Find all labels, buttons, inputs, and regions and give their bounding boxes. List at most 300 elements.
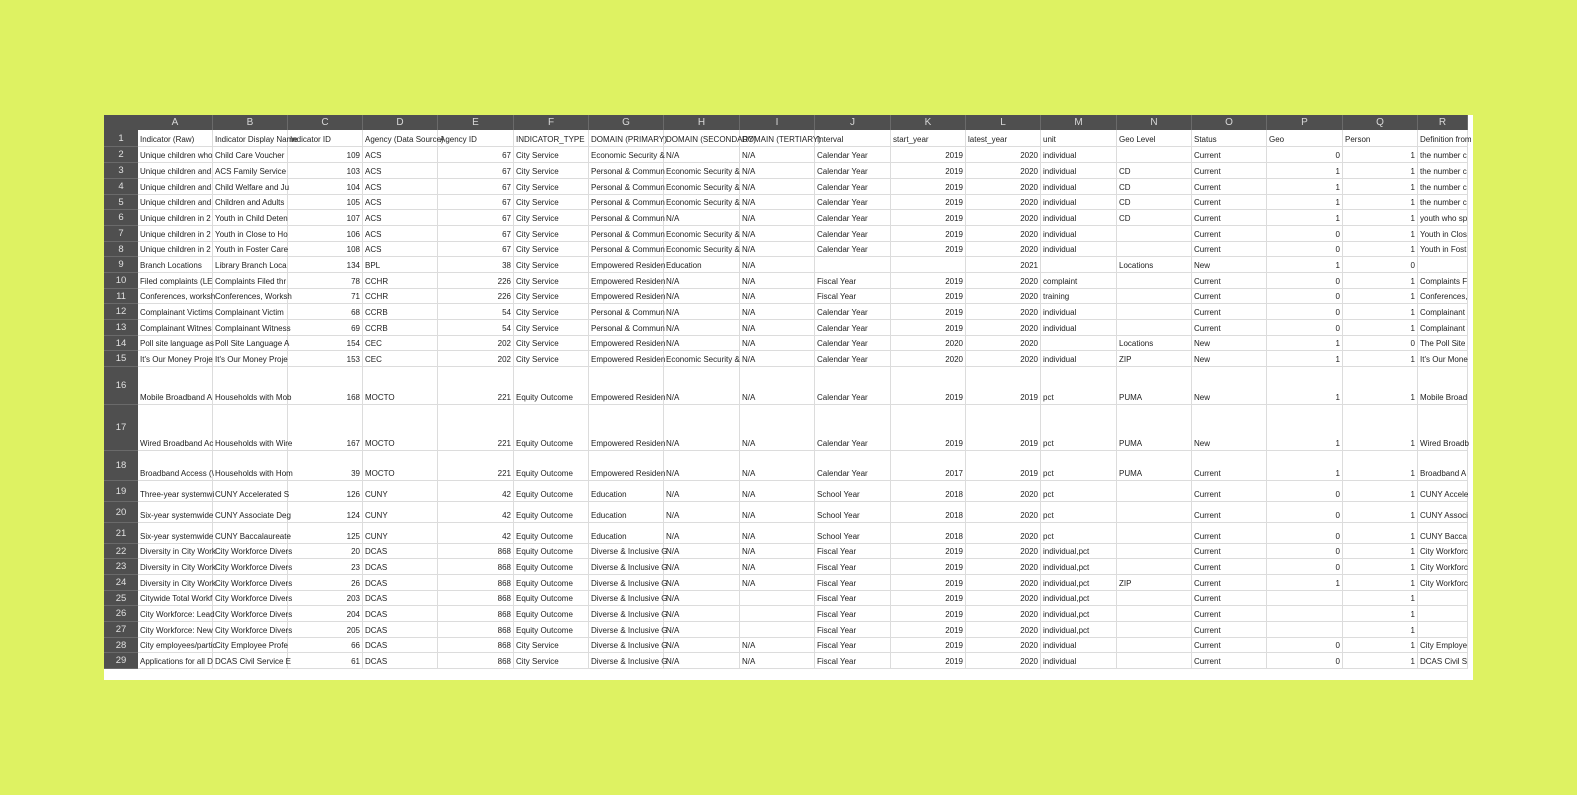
cell-d23[interactable]: DCAS [363, 559, 438, 575]
cell-l10[interactable]: 2020 [966, 273, 1041, 289]
row-header-17[interactable]: 17 [104, 405, 138, 451]
cell-i26[interactable] [740, 606, 815, 622]
cell-o29[interactable]: Current [1192, 653, 1267, 669]
cell-f24[interactable]: Equity Outcome [514, 575, 589, 591]
cell-j4[interactable]: Calendar Year [815, 179, 891, 195]
cell-q19[interactable]: 1 [1343, 481, 1418, 502]
cell-o6[interactable]: Current [1192, 210, 1267, 226]
cell-n14[interactable]: Locations [1117, 336, 1192, 351]
cell-i23[interactable]: N/A [740, 559, 815, 575]
cell-o11[interactable]: Current [1192, 289, 1267, 304]
cell-o8[interactable]: Current [1192, 242, 1267, 257]
cell-h25[interactable]: N/A [664, 591, 740, 606]
cell-f29[interactable]: City Service [514, 653, 589, 669]
cell-d2[interactable]: ACS [363, 147, 438, 163]
cell-e20[interactable]: 42 [438, 502, 514, 523]
cell-o18[interactable]: Current [1192, 451, 1267, 481]
column-header-d[interactable]: D [363, 115, 438, 130]
cell-q10[interactable]: 1 [1343, 273, 1418, 289]
cell-e17[interactable]: 221 [438, 405, 514, 451]
cell-n16[interactable]: PUMA [1117, 367, 1192, 405]
cell-b17[interactable]: Households with Wire [213, 405, 288, 451]
cell-m5[interactable]: individual [1041, 195, 1117, 210]
cell-r28[interactable]: City Employe [1418, 638, 1468, 653]
cell-i5[interactable]: N/A [740, 195, 815, 210]
cell-a13[interactable]: Complainant Witnes [138, 320, 213, 336]
cell-m27[interactable]: individual,pct [1041, 622, 1117, 638]
row-header-14[interactable]: 14 [104, 336, 138, 351]
cell-e27[interactable]: 868 [438, 622, 514, 638]
cell-f20[interactable]: Equity Outcome [514, 502, 589, 523]
cell-h6[interactable]: N/A [664, 210, 740, 226]
cell-a5[interactable]: Unique children and [138, 195, 213, 210]
cell-f21[interactable]: Equity Outcome [514, 523, 589, 544]
cell-m11[interactable]: training [1041, 289, 1117, 304]
cell-f2[interactable]: City Service [514, 147, 589, 163]
cell-q14[interactable]: 0 [1343, 336, 1418, 351]
cell-l28[interactable]: 2020 [966, 638, 1041, 653]
cell-n18[interactable]: PUMA [1117, 451, 1192, 481]
cell-g20[interactable]: Education [589, 502, 664, 523]
cell-c8[interactable]: 108 [288, 242, 363, 257]
cell-r7[interactable]: Youth in Clos [1418, 226, 1468, 242]
cell-r4[interactable]: the number c [1418, 179, 1468, 195]
cell-a10[interactable]: Filed complaints (LE [138, 273, 213, 289]
cell-c18[interactable]: 39 [288, 451, 363, 481]
row-header-5[interactable]: 5 [104, 195, 138, 210]
cell-n8[interactable] [1117, 242, 1192, 257]
cell-b22[interactable]: City Workforce Divers [213, 544, 288, 559]
cell-r21[interactable]: CUNY Bacca [1418, 523, 1468, 544]
cell-i13[interactable]: N/A [740, 320, 815, 336]
cell-e8[interactable]: 67 [438, 242, 514, 257]
row-header-20[interactable]: 20 [104, 502, 138, 523]
row-header-21[interactable]: 21 [104, 523, 138, 544]
cell-g21[interactable]: Education [589, 523, 664, 544]
cell-a14[interactable]: Poll site language as [138, 336, 213, 351]
cell-c10[interactable]: 78 [288, 273, 363, 289]
cell-e23[interactable]: 868 [438, 559, 514, 575]
cell-b19[interactable]: CUNY Accelerated S [213, 481, 288, 502]
cell-g24[interactable]: Diverse & Inclusive G [589, 575, 664, 591]
cell-i24[interactable]: N/A [740, 575, 815, 591]
column-header-m[interactable]: M [1041, 115, 1117, 130]
row-header-27[interactable]: 27 [104, 622, 138, 638]
cell-g18[interactable]: Empowered Residen [589, 451, 664, 481]
cell-o14[interactable]: New [1192, 336, 1267, 351]
cell-d20[interactable]: CUNY [363, 502, 438, 523]
cell-h1[interactable]: DOMAIN (SECONDARY) [664, 130, 740, 147]
cell-e9[interactable]: 38 [438, 257, 514, 273]
cell-c9[interactable]: 134 [288, 257, 363, 273]
cell-q22[interactable]: 1 [1343, 544, 1418, 559]
cell-g7[interactable]: Personal & Commun [589, 226, 664, 242]
cell-k4[interactable]: 2019 [891, 179, 966, 195]
cell-o26[interactable]: Current [1192, 606, 1267, 622]
cell-o2[interactable]: Current [1192, 147, 1267, 163]
cell-e25[interactable]: 868 [438, 591, 514, 606]
cell-j24[interactable]: Fiscal Year [815, 575, 891, 591]
cell-q7[interactable]: 1 [1343, 226, 1418, 242]
row-header-11[interactable]: 11 [104, 289, 138, 304]
cell-c21[interactable]: 125 [288, 523, 363, 544]
cell-c20[interactable]: 124 [288, 502, 363, 523]
cell-n12[interactable] [1117, 304, 1192, 320]
cell-o1[interactable]: Status [1192, 130, 1267, 147]
cell-p14[interactable]: 1 [1267, 336, 1343, 351]
cell-h4[interactable]: Economic Security & [664, 179, 740, 195]
row-header-15[interactable]: 15 [104, 351, 138, 367]
cell-j15[interactable]: Calendar Year [815, 351, 891, 367]
cell-o4[interactable]: Current [1192, 179, 1267, 195]
column-header-r[interactable]: R [1418, 115, 1468, 130]
cell-b15[interactable]: It's Our Money Proje [213, 351, 288, 367]
cell-i14[interactable]: N/A [740, 336, 815, 351]
cell-f4[interactable]: City Service [514, 179, 589, 195]
cell-a3[interactable]: Unique children and [138, 163, 213, 179]
cell-k17[interactable]: 2019 [891, 405, 966, 451]
cell-p6[interactable]: 1 [1267, 210, 1343, 226]
cell-c19[interactable]: 126 [288, 481, 363, 502]
cell-j25[interactable]: Fiscal Year [815, 591, 891, 606]
cell-n25[interactable] [1117, 591, 1192, 606]
cell-b1[interactable]: Indicator Display Name [213, 130, 288, 147]
cell-r17[interactable]: Wired Broadb [1418, 405, 1468, 451]
cell-g10[interactable]: Empowered Residen [589, 273, 664, 289]
cell-l14[interactable]: 2020 [966, 336, 1041, 351]
cell-e22[interactable]: 868 [438, 544, 514, 559]
cell-f6[interactable]: City Service [514, 210, 589, 226]
cell-l25[interactable]: 2020 [966, 591, 1041, 606]
cell-j5[interactable]: Calendar Year [815, 195, 891, 210]
cell-r5[interactable]: the number c [1418, 195, 1468, 210]
row-header-26[interactable]: 26 [104, 606, 138, 622]
cell-a27[interactable]: City Workforce: New [138, 622, 213, 638]
cell-e11[interactable]: 226 [438, 289, 514, 304]
cell-i18[interactable]: N/A [740, 451, 815, 481]
row-header-22[interactable]: 22 [104, 544, 138, 559]
cell-f22[interactable]: Equity Outcome [514, 544, 589, 559]
cell-n4[interactable]: CD [1117, 179, 1192, 195]
cell-l2[interactable]: 2020 [966, 147, 1041, 163]
cell-k7[interactable]: 2019 [891, 226, 966, 242]
cell-c29[interactable]: 61 [288, 653, 363, 669]
cell-e3[interactable]: 67 [438, 163, 514, 179]
cell-d28[interactable]: DCAS [363, 638, 438, 653]
cell-d6[interactable]: ACS [363, 210, 438, 226]
cell-r3[interactable]: the number c [1418, 163, 1468, 179]
cell-b20[interactable]: CUNY Associate Deg [213, 502, 288, 523]
cell-b9[interactable]: Library Branch Loca [213, 257, 288, 273]
cell-r14[interactable]: The Poll Site [1418, 336, 1468, 351]
cell-c15[interactable]: 153 [288, 351, 363, 367]
cell-f17[interactable]: Equity Outcome [514, 405, 589, 451]
cell-q29[interactable]: 1 [1343, 653, 1418, 669]
cell-r18[interactable]: Broadband A [1418, 451, 1468, 481]
cell-j8[interactable]: Calendar Year [815, 242, 891, 257]
cell-h3[interactable]: Economic Security & [664, 163, 740, 179]
cell-p21[interactable]: 0 [1267, 523, 1343, 544]
cell-l22[interactable]: 2020 [966, 544, 1041, 559]
cell-r26[interactable] [1418, 606, 1468, 622]
cell-r1[interactable]: Definition from [1418, 130, 1468, 147]
cell-j19[interactable]: School Year [815, 481, 891, 502]
cell-c23[interactable]: 23 [288, 559, 363, 575]
cell-l6[interactable]: 2020 [966, 210, 1041, 226]
cell-r12[interactable]: Complainant [1418, 304, 1468, 320]
cell-e26[interactable]: 868 [438, 606, 514, 622]
cell-d25[interactable]: DCAS [363, 591, 438, 606]
cell-n1[interactable]: Geo Level [1117, 130, 1192, 147]
cell-h27[interactable]: N/A [664, 622, 740, 638]
cell-j9[interactable] [815, 257, 891, 273]
row-header-9[interactable]: 9 [104, 257, 138, 273]
cell-h12[interactable]: N/A [664, 304, 740, 320]
cell-p4[interactable]: 1 [1267, 179, 1343, 195]
cell-l8[interactable]: 2020 [966, 242, 1041, 257]
cell-l1[interactable]: latest_year [966, 130, 1041, 147]
cell-g27[interactable]: Diverse & Inclusive G [589, 622, 664, 638]
cell-a6[interactable]: Unique children in 2 [138, 210, 213, 226]
cell-i1[interactable]: DOMAIN (TERTIARY) [740, 130, 815, 147]
cell-c5[interactable]: 105 [288, 195, 363, 210]
cell-d15[interactable]: CEC [363, 351, 438, 367]
cell-h21[interactable]: N/A [664, 523, 740, 544]
cell-l9[interactable]: 2021 [966, 257, 1041, 273]
cell-r27[interactable] [1418, 622, 1468, 638]
cell-l16[interactable]: 2019 [966, 367, 1041, 405]
cell-f28[interactable]: City Service [514, 638, 589, 653]
cell-f10[interactable]: City Service [514, 273, 589, 289]
cell-d14[interactable]: CEC [363, 336, 438, 351]
row-header-23[interactable]: 23 [104, 559, 138, 575]
cell-f12[interactable]: City Service [514, 304, 589, 320]
cell-q20[interactable]: 1 [1343, 502, 1418, 523]
cell-k9[interactable] [891, 257, 966, 273]
cell-q13[interactable]: 1 [1343, 320, 1418, 336]
cell-j26[interactable]: Fiscal Year [815, 606, 891, 622]
cell-e10[interactable]: 226 [438, 273, 514, 289]
cell-n28[interactable] [1117, 638, 1192, 653]
cell-g26[interactable]: Diverse & Inclusive G [589, 606, 664, 622]
cell-k24[interactable]: 2019 [891, 575, 966, 591]
cell-r9[interactable] [1418, 257, 1468, 273]
cell-q26[interactable]: 1 [1343, 606, 1418, 622]
cell-i22[interactable]: N/A [740, 544, 815, 559]
column-header-g[interactable]: G [589, 115, 664, 130]
column-header-q[interactable]: Q [1343, 115, 1418, 130]
cell-o19[interactable]: Current [1192, 481, 1267, 502]
cell-i2[interactable]: N/A [740, 147, 815, 163]
cell-f25[interactable]: Equity Outcome [514, 591, 589, 606]
cell-g9[interactable]: Empowered Residen [589, 257, 664, 273]
cell-f16[interactable]: Equity Outcome [514, 367, 589, 405]
cell-p15[interactable]: 1 [1267, 351, 1343, 367]
cell-e24[interactable]: 868 [438, 575, 514, 591]
row-header-4[interactable]: 4 [104, 179, 138, 195]
cell-l19[interactable]: 2020 [966, 481, 1041, 502]
cell-m3[interactable]: individual [1041, 163, 1117, 179]
cell-f26[interactable]: Equity Outcome [514, 606, 589, 622]
cell-m14[interactable] [1041, 336, 1117, 351]
cell-j28[interactable]: Fiscal Year [815, 638, 891, 653]
cell-q2[interactable]: 1 [1343, 147, 1418, 163]
cell-p1[interactable]: Geo [1267, 130, 1343, 147]
cell-q9[interactable]: 0 [1343, 257, 1418, 273]
cell-b28[interactable]: City Employee Profe [213, 638, 288, 653]
cell-q21[interactable]: 1 [1343, 523, 1418, 544]
cell-g22[interactable]: Diverse & Inclusive G [589, 544, 664, 559]
cell-i12[interactable]: N/A [740, 304, 815, 320]
cell-d24[interactable]: DCAS [363, 575, 438, 591]
cell-i28[interactable]: N/A [740, 638, 815, 653]
cell-n17[interactable]: PUMA [1117, 405, 1192, 451]
cell-i4[interactable]: N/A [740, 179, 815, 195]
cell-d13[interactable]: CCRB [363, 320, 438, 336]
row-header-3[interactable]: 3 [104, 163, 138, 179]
cell-g12[interactable]: Personal & Commun [589, 304, 664, 320]
row-header-7[interactable]: 7 [104, 226, 138, 242]
cell-l7[interactable]: 2020 [966, 226, 1041, 242]
column-header-f[interactable]: F [514, 115, 589, 130]
cell-b14[interactable]: Poll Site Language A [213, 336, 288, 351]
cell-m12[interactable]: individual [1041, 304, 1117, 320]
cell-f14[interactable]: City Service [514, 336, 589, 351]
cell-a9[interactable]: Branch Locations [138, 257, 213, 273]
cell-c24[interactable]: 26 [288, 575, 363, 591]
cell-n6[interactable]: CD [1117, 210, 1192, 226]
cell-f19[interactable]: Equity Outcome [514, 481, 589, 502]
cell-p27[interactable] [1267, 622, 1343, 638]
cell-g6[interactable]: Personal & Commun [589, 210, 664, 226]
cell-n29[interactable] [1117, 653, 1192, 669]
cell-b13[interactable]: Complainant Witness [213, 320, 288, 336]
cell-l5[interactable]: 2020 [966, 195, 1041, 210]
cell-p3[interactable]: 1 [1267, 163, 1343, 179]
cell-k8[interactable]: 2019 [891, 242, 966, 257]
cell-e29[interactable]: 868 [438, 653, 514, 669]
cell-b26[interactable]: City Workforce Divers [213, 606, 288, 622]
cell-p25[interactable] [1267, 591, 1343, 606]
cell-b11[interactable]: Conferences, Worksh [213, 289, 288, 304]
cell-r11[interactable]: Conferences, [1418, 289, 1468, 304]
cell-r2[interactable]: the number c [1418, 147, 1468, 163]
cell-c2[interactable]: 109 [288, 147, 363, 163]
cell-j7[interactable]: Calendar Year [815, 226, 891, 242]
cell-m21[interactable]: pct [1041, 523, 1117, 544]
cell-g17[interactable]: Empowered Residen [589, 405, 664, 451]
column-header-l[interactable]: L [966, 115, 1041, 130]
cell-g16[interactable]: Empowered Residen [589, 367, 664, 405]
cell-i29[interactable]: N/A [740, 653, 815, 669]
cell-c28[interactable]: 66 [288, 638, 363, 653]
cell-r8[interactable]: Youth in Fost [1418, 242, 1468, 257]
cell-o12[interactable]: Current [1192, 304, 1267, 320]
column-header-c[interactable]: C [288, 115, 363, 130]
cell-o21[interactable]: Current [1192, 523, 1267, 544]
cell-m24[interactable]: individual,pct [1041, 575, 1117, 591]
cell-d11[interactable]: CCHR [363, 289, 438, 304]
cell-i15[interactable]: N/A [740, 351, 815, 367]
cell-h2[interactable]: N/A [664, 147, 740, 163]
cell-r19[interactable]: CUNY Accele [1418, 481, 1468, 502]
row-header-18[interactable]: 18 [104, 451, 138, 481]
cell-f8[interactable]: City Service [514, 242, 589, 257]
cell-a21[interactable]: Six-year systemwide [138, 523, 213, 544]
row-header-25[interactable]: 25 [104, 591, 138, 606]
cell-g14[interactable]: Empowered Residen [589, 336, 664, 351]
cell-f5[interactable]: City Service [514, 195, 589, 210]
cell-d5[interactable]: ACS [363, 195, 438, 210]
cell-k22[interactable]: 2019 [891, 544, 966, 559]
cell-m29[interactable]: individual [1041, 653, 1117, 669]
column-header-p[interactable]: P [1267, 115, 1343, 130]
cell-n15[interactable]: ZIP [1117, 351, 1192, 367]
cell-a18[interactable]: Broadband Access (\ [138, 451, 213, 481]
row-header-28[interactable]: 28 [104, 638, 138, 653]
cell-g23[interactable]: Diverse & Inclusive G [589, 559, 664, 575]
cell-g13[interactable]: Personal & Commun [589, 320, 664, 336]
cell-i11[interactable]: N/A [740, 289, 815, 304]
cell-a24[interactable]: Diversity in City Work [138, 575, 213, 591]
cell-q23[interactable]: 1 [1343, 559, 1418, 575]
cell-l18[interactable]: 2019 [966, 451, 1041, 481]
cell-l13[interactable]: 2020 [966, 320, 1041, 336]
row-header-12[interactable]: 12 [104, 304, 138, 320]
cell-g1[interactable]: DOMAIN (PRIMARY) [589, 130, 664, 147]
cell-h8[interactable]: Economic Security & [664, 242, 740, 257]
cell-q4[interactable]: 1 [1343, 179, 1418, 195]
cell-c14[interactable]: 154 [288, 336, 363, 351]
cell-o15[interactable]: New [1192, 351, 1267, 367]
cell-n11[interactable] [1117, 289, 1192, 304]
cell-l4[interactable]: 2020 [966, 179, 1041, 195]
cell-c25[interactable]: 203 [288, 591, 363, 606]
cell-j14[interactable]: Calendar Year [815, 336, 891, 351]
cell-n13[interactable] [1117, 320, 1192, 336]
cell-l21[interactable]: 2020 [966, 523, 1041, 544]
cell-p11[interactable]: 0 [1267, 289, 1343, 304]
cell-b5[interactable]: Children and Adults [213, 195, 288, 210]
cell-a11[interactable]: Conferences, worksh [138, 289, 213, 304]
cell-i7[interactable]: N/A [740, 226, 815, 242]
cell-e2[interactable]: 67 [438, 147, 514, 163]
cell-k12[interactable]: 2019 [891, 304, 966, 320]
cell-r20[interactable]: CUNY Associ [1418, 502, 1468, 523]
cell-d3[interactable]: ACS [363, 163, 438, 179]
column-header-b[interactable]: B [213, 115, 288, 130]
cell-b2[interactable]: Child Care Voucher [213, 147, 288, 163]
spreadsheet-grid[interactable] [104, 115, 1473, 680]
cell-k10[interactable]: 2019 [891, 273, 966, 289]
cell-k2[interactable]: 2019 [891, 147, 966, 163]
cell-a23[interactable]: Diversity in City Work [138, 559, 213, 575]
cell-o23[interactable]: Current [1192, 559, 1267, 575]
cell-q1[interactable]: Person [1343, 130, 1418, 147]
cell-i16[interactable]: N/A [740, 367, 815, 405]
cell-b24[interactable]: City Workforce Divers [213, 575, 288, 591]
cell-h5[interactable]: Economic Security & [664, 195, 740, 210]
cell-e4[interactable]: 67 [438, 179, 514, 195]
cell-m19[interactable]: pct [1041, 481, 1117, 502]
cell-o20[interactable]: Current [1192, 502, 1267, 523]
cell-a8[interactable]: Unique children in 2 [138, 242, 213, 257]
cell-h20[interactable]: N/A [664, 502, 740, 523]
cell-q15[interactable]: 1 [1343, 351, 1418, 367]
cell-j12[interactable]: Calendar Year [815, 304, 891, 320]
cell-q6[interactable]: 1 [1343, 210, 1418, 226]
cell-q17[interactable]: 1 [1343, 405, 1418, 451]
